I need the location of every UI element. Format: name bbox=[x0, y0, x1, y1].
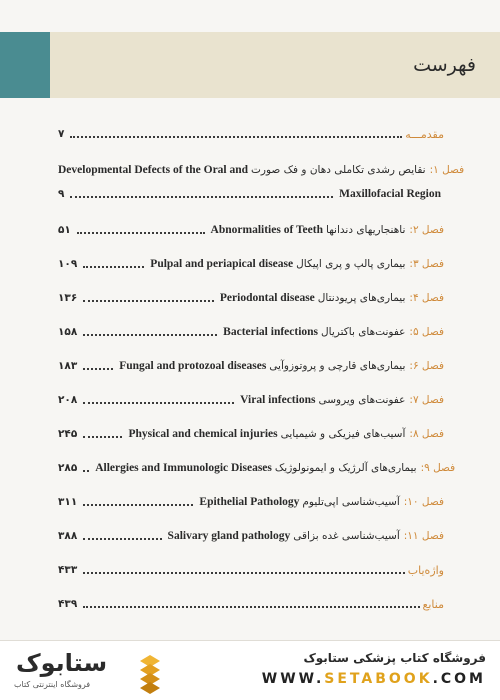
title-box bbox=[50, 32, 500, 98]
page-title: فهرست bbox=[413, 54, 476, 76]
entry-english-title: Salivary gland pathology bbox=[167, 530, 291, 542]
chapter-label: فصل ۹: bbox=[420, 462, 456, 474]
toc-entry-chapter-6 bbox=[58, 356, 444, 376]
entry-persian-title: آسیب‌های فیزیکی و شیمیایی bbox=[280, 428, 406, 440]
page-number: ۳۸۸ bbox=[58, 530, 78, 542]
chapter-label: فصل ۳: bbox=[409, 258, 444, 270]
dot-leader bbox=[83, 402, 234, 404]
dot-leader bbox=[83, 368, 113, 370]
toc-entry-chapter-7 bbox=[58, 390, 444, 410]
dot-leader bbox=[83, 470, 89, 472]
entry-english-title: Abnormalities of Teeth bbox=[210, 224, 323, 236]
chapter-label: فصل ۷: bbox=[409, 394, 444, 406]
entry-persian-title: ناهنجاریهای دندانها bbox=[326, 224, 406, 236]
chapter-label: فصل ۴: bbox=[409, 292, 444, 304]
entry-english-title: Bacterial infections bbox=[223, 326, 319, 338]
entry-persian-title: عفونت‌های ویروسی bbox=[318, 394, 406, 406]
page-number: ۱۸۳ bbox=[58, 360, 78, 372]
url-prefix: WWW. bbox=[261, 671, 325, 687]
entry-persian-title: بیماری پالپ و پری اپیکال bbox=[296, 258, 406, 270]
entry-english-title: Periodontal disease bbox=[219, 292, 315, 304]
page-number: ۴۳۳ bbox=[58, 564, 78, 576]
toc-entry-chapter-1-line1 bbox=[58, 160, 465, 180]
url-suffix: .COM bbox=[432, 671, 486, 687]
toc-entry-chapter-1-line2 bbox=[58, 184, 444, 204]
entry-english-title: Fungal and protozoal diseases bbox=[119, 360, 267, 372]
dot-leader bbox=[83, 606, 419, 608]
chapter-label: فصل ۱۱: bbox=[403, 530, 444, 542]
toc-entry-chapter-5 bbox=[58, 322, 444, 342]
chapter-label: فصل ۱۰: bbox=[403, 496, 444, 508]
dot-leader bbox=[83, 300, 214, 302]
page-number: ۳۱۱ bbox=[58, 496, 78, 508]
entry-english-title: Viral infections bbox=[240, 394, 316, 406]
entry-persian-title: نقایص رشدی تکاملی دهان و فک صورت bbox=[251, 164, 426, 176]
chapter-label: فصل ۶: bbox=[409, 360, 444, 372]
shop-name: فروشگاه کتاب پزشکی ستابوک bbox=[303, 651, 486, 665]
toc-entry-chapter-4 bbox=[58, 288, 444, 308]
book-stack-icon bbox=[138, 653, 162, 693]
url-highlight: SETABOOK bbox=[324, 671, 433, 687]
entry-title: مقدمـــه bbox=[405, 127, 444, 141]
entry-persian-title: آسیب‌شناسی غده بزاقی bbox=[293, 530, 400, 542]
toc-entry-chapter-9 bbox=[58, 458, 456, 478]
chapter-label: فصل ۵: bbox=[409, 326, 444, 338]
toc-entry-chapter-8 bbox=[58, 424, 444, 444]
toc-entry-references bbox=[58, 594, 444, 614]
logo-subtitle: فروشگاه اینترنتی کتاب bbox=[14, 680, 91, 689]
page-number: ۱۳۶ bbox=[58, 292, 78, 304]
chapter-label: فصل ۱: bbox=[429, 164, 465, 176]
dot-leader bbox=[83, 266, 144, 268]
entry-title: منابع bbox=[422, 597, 444, 611]
toc-entry-index bbox=[58, 560, 444, 580]
dot-leader bbox=[70, 196, 333, 198]
entry-persian-title: بیماری‌های پریودنتال bbox=[317, 292, 406, 304]
dot-leader bbox=[83, 504, 193, 506]
entry-english-title: Physical and chemical injuries bbox=[128, 428, 278, 440]
page-number: ۲۰۸ bbox=[58, 394, 78, 406]
page-number: ۵۱ bbox=[58, 224, 71, 236]
entry-english-title-line1: Developmental Defects of the Oral and bbox=[58, 164, 249, 176]
entry-english-title: Epithelial Pathology bbox=[199, 496, 300, 508]
entry-persian-title: بیماری‌های آلرژیک و ایمونولوژیک bbox=[274, 462, 417, 474]
dot-leader bbox=[70, 136, 402, 138]
dot-leader bbox=[83, 436, 122, 438]
toc-entry-chapter-10 bbox=[58, 492, 444, 512]
entry-persian-title: آسیب‌شناسی اپی‌تلیوم bbox=[302, 496, 400, 508]
toc-entry-intro bbox=[58, 124, 444, 144]
page-number: ۷ bbox=[58, 128, 65, 140]
toc-entry-chapter-2 bbox=[58, 220, 444, 240]
dot-leader bbox=[83, 538, 161, 540]
entry-persian-title: عفونت‌های باکتریال bbox=[321, 326, 406, 338]
entry-english-title: Allergies and Immunologic Diseases bbox=[95, 462, 272, 474]
shop-url-link[interactable] bbox=[262, 671, 486, 687]
entry-english-title: Maxillofacial Region bbox=[339, 188, 441, 200]
dot-leader bbox=[77, 232, 205, 234]
toc-entry-chapter-11 bbox=[58, 526, 444, 546]
page-number: ۱۰۹ bbox=[58, 258, 78, 270]
chapter-label: فصل ۸: bbox=[409, 428, 444, 440]
entry-title: واژه‌یاب bbox=[407, 563, 444, 577]
page-number: ۱۵۸ bbox=[58, 326, 78, 338]
setabook-logo[interactable] bbox=[12, 649, 162, 695]
page-number: ۲۸۵ bbox=[58, 462, 78, 474]
entry-english-title: Pulpal and periapical disease bbox=[150, 258, 294, 270]
page-number: ۴۳۹ bbox=[58, 598, 78, 610]
toc-entry-chapter-3 bbox=[58, 254, 444, 274]
page-number: ۲۴۵ bbox=[58, 428, 78, 440]
chapter-label: فصل ۲: bbox=[409, 224, 444, 236]
footer-banner bbox=[0, 641, 500, 700]
page-number: ۹ bbox=[58, 188, 65, 200]
logo-text: ستابوک bbox=[16, 649, 108, 677]
dot-leader bbox=[83, 572, 405, 574]
entry-persian-title: بیماری‌های قارچی و پروتوزوآیی bbox=[269, 360, 406, 372]
dot-leader bbox=[83, 334, 217, 336]
